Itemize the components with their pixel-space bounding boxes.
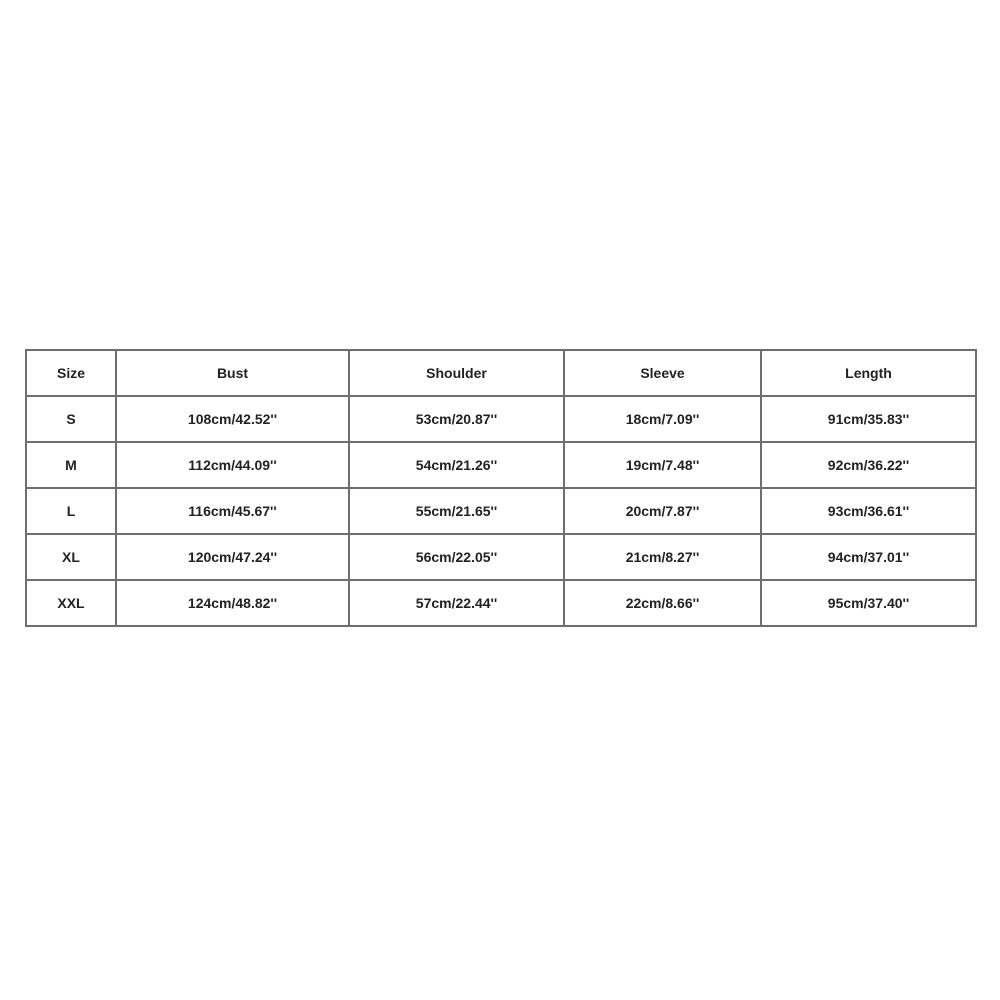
table-row bbox=[26, 488, 976, 534]
header-length: Length bbox=[761, 350, 976, 396]
size-cell: L bbox=[26, 488, 116, 534]
header-sleeve: Sleeve bbox=[564, 350, 761, 396]
table-row bbox=[26, 442, 976, 488]
size-chart-table bbox=[25, 349, 977, 627]
table-row bbox=[26, 580, 976, 626]
shoulder-cell: 57cm/22.44'' bbox=[349, 580, 564, 626]
size-cell: M bbox=[26, 442, 116, 488]
table-row bbox=[26, 534, 976, 580]
sleeve-cell: 21cm/8.27'' bbox=[564, 534, 761, 580]
table-header-row bbox=[26, 350, 976, 396]
size-cell: XL bbox=[26, 534, 116, 580]
length-cell: 94cm/37.01'' bbox=[761, 534, 976, 580]
length-cell: 92cm/36.22'' bbox=[761, 442, 976, 488]
bust-cell: 120cm/47.24'' bbox=[116, 534, 349, 580]
sleeve-cell: 18cm/7.09'' bbox=[564, 396, 761, 442]
shoulder-cell: 55cm/21.65'' bbox=[349, 488, 564, 534]
bust-cell: 108cm/42.52'' bbox=[116, 396, 349, 442]
header-shoulder: Shoulder bbox=[349, 350, 564, 396]
header-bust: Bust bbox=[116, 350, 349, 396]
size-cell: XXL bbox=[26, 580, 116, 626]
sleeve-cell: 20cm/7.87'' bbox=[564, 488, 761, 534]
sleeve-cell: 22cm/8.66'' bbox=[564, 580, 761, 626]
shoulder-cell: 53cm/20.87'' bbox=[349, 396, 564, 442]
length-cell: 91cm/35.83'' bbox=[761, 396, 976, 442]
size-cell: S bbox=[26, 396, 116, 442]
length-cell: 95cm/37.40'' bbox=[761, 580, 976, 626]
length-cell: 93cm/36.61'' bbox=[761, 488, 976, 534]
shoulder-cell: 56cm/22.05'' bbox=[349, 534, 564, 580]
bust-cell: 124cm/48.82'' bbox=[116, 580, 349, 626]
bust-cell: 112cm/44.09'' bbox=[116, 442, 349, 488]
sleeve-cell: 19cm/7.48'' bbox=[564, 442, 761, 488]
header-size: Size bbox=[26, 350, 116, 396]
shoulder-cell: 54cm/21.26'' bbox=[349, 442, 564, 488]
table-row bbox=[26, 396, 976, 442]
bust-cell: 116cm/45.67'' bbox=[116, 488, 349, 534]
